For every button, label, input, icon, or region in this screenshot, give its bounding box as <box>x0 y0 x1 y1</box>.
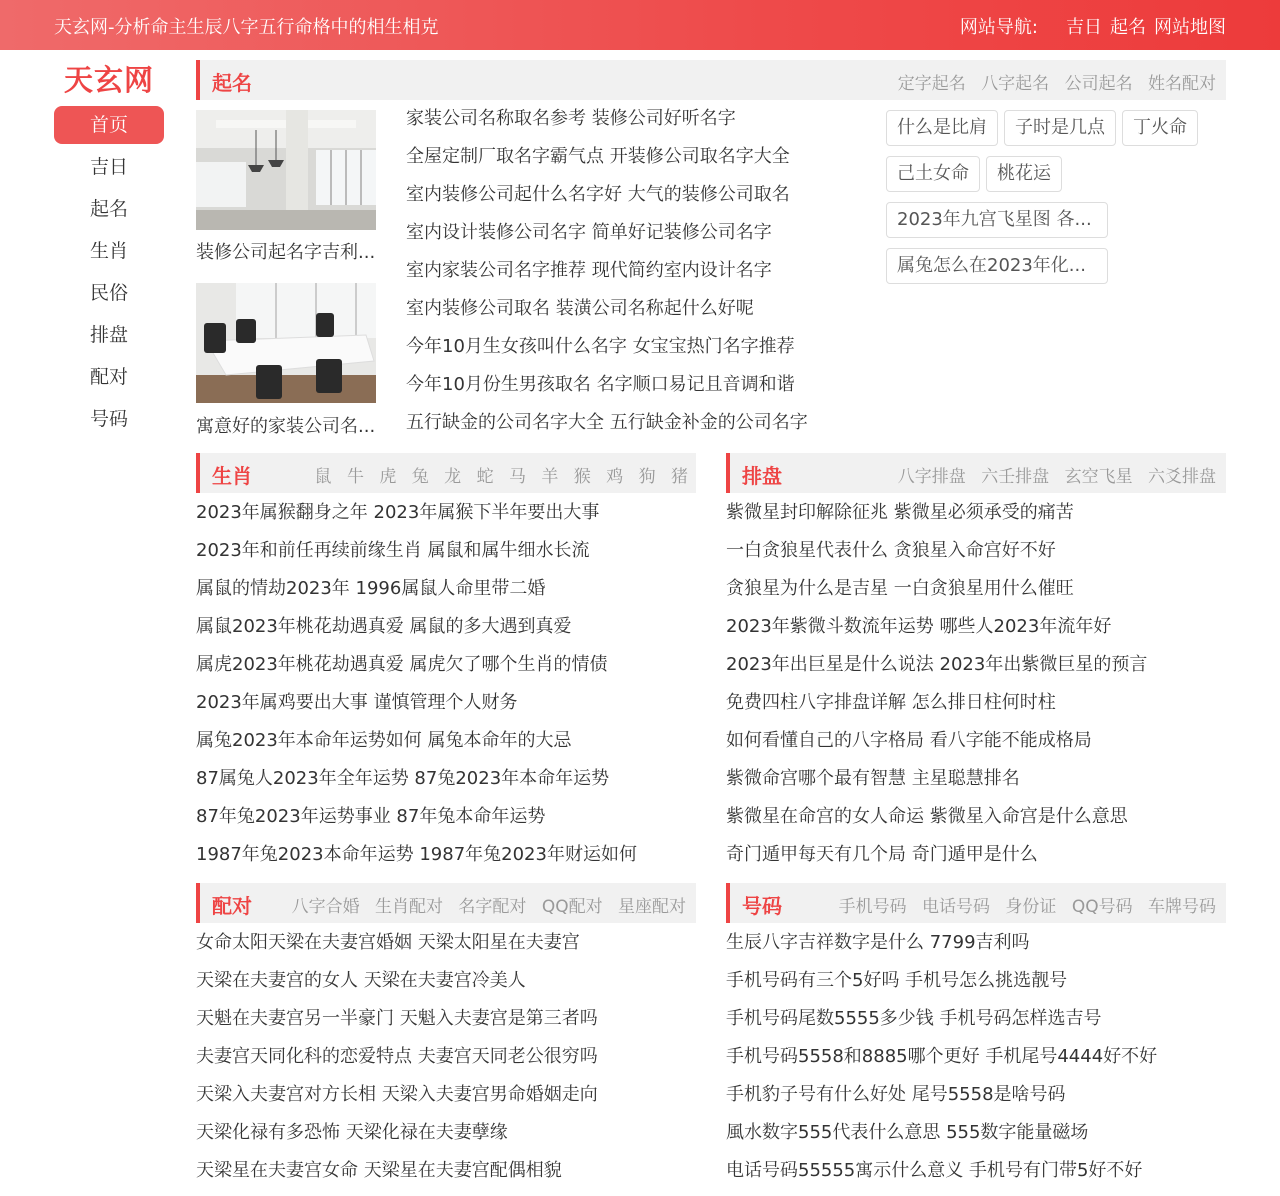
sidebar <box>54 58 164 438</box>
section-link[interactable]: 鼠 <box>314 467 332 487</box>
list-item[interactable]: 全屋定制厂取名字霸气点 开装修公司取名字大全 <box>406 146 790 167</box>
section-link[interactable]: 六壬排盘 <box>981 467 1050 487</box>
section-link[interactable]: 手机号码 <box>838 897 907 917</box>
list-item[interactable]: 2023年紫微斗数流年运势 哪些人2023年流年好 <box>726 616 1112 637</box>
list-item[interactable]: 天魁在夫妻宫另一半豪门 天魁入夫妻宫是第三者吗 <box>196 1008 598 1029</box>
site-logo[interactable]: 天玄网 <box>63 63 154 97</box>
list-item[interactable]: 2023年和前任再续前缘生肖 属鼠和属牛细水长流 <box>196 540 590 561</box>
thumbnail-caption[interactable]: 装修公司起名字吉利... <box>196 242 376 263</box>
section-link[interactable]: 猪 <box>671 467 688 487</box>
list-item[interactable]: 紫微星封印解除征兆 紫微星必须承受的痛苦 <box>726 502 1074 523</box>
section-links <box>282 892 686 917</box>
section-links <box>888 69 1216 94</box>
sidebar-item-peidui[interactable]: 配对 <box>89 366 128 388</box>
tag[interactable]: 己土女命 <box>886 156 980 192</box>
tag[interactable]: 2023年九宫飞星图 各... <box>886 202 1108 238</box>
sidebar-item-shengxiao[interactable]: 生肖 <box>89 240 128 262</box>
section-link[interactable]: 星座配对 <box>618 897 686 917</box>
list-item[interactable]: 風水数字555代表什么意思 555数字能量磁场 <box>726 1122 1089 1143</box>
list-item[interactable]: 手机号码5558和8885哪个更好 手机尾号4444好不好 <box>726 1046 1158 1067</box>
list-item[interactable]: 属虎2023年桃花劫遇真爱 属虎欠了哪个生肖的情债 <box>196 654 608 675</box>
section-link[interactable]: QQ号码 <box>1071 897 1133 917</box>
list-item[interactable]: 室内家装公司名字推荐 现代简约室内设计名字 <box>406 260 772 281</box>
section-link[interactable]: 马 <box>508 467 526 487</box>
section-link[interactable]: 八字合婚 <box>291 897 360 917</box>
sidebar-menu <box>54 106 164 438</box>
nav-link-qiming[interactable]: 起名 <box>1110 17 1146 38</box>
list-item[interactable]: 手机号码尾数5555多少钱 手机号码怎样选吉号 <box>726 1008 1102 1029</box>
section-link[interactable]: 鸡 <box>606 467 624 487</box>
section-header-naming <box>196 60 1226 100</box>
top-nav <box>960 13 1226 39</box>
list-item[interactable]: 87属兔人2023年全年运势 87兔2023年本命年运势 <box>196 768 610 789</box>
list-item[interactable]: 属鼠2023年桃花劫遇真爱 属鼠的多大遇到真爱 <box>196 616 572 637</box>
list-item[interactable]: 如何看懂自己的八字格局 看八字能不能成格局 <box>726 730 1092 751</box>
tag[interactable]: 什么是比肩 <box>886 110 998 146</box>
list-item[interactable]: 87年兔2023年运势事业 87年兔本命年运势 <box>196 806 546 827</box>
paipan-article-list <box>726 500 1226 880</box>
nav-link-sitemap[interactable]: 网站地图 <box>1154 17 1226 38</box>
pairing-article-list <box>196 930 696 1181</box>
section-links <box>305 462 688 487</box>
section-link[interactable]: 猴 <box>573 467 591 487</box>
tag[interactable]: 丁火命 <box>1122 110 1198 146</box>
section-title[interactable]: 排盘 <box>742 464 782 488</box>
list-item[interactable]: 手机号码有三个5好吗 手机号怎么挑选靓号 <box>726 970 1068 991</box>
list-item[interactable]: 天梁入夫妻宫对方长相 天梁入夫妻宫男命婚姻走向 <box>196 1084 598 1105</box>
list-item[interactable]: 属鼠的情劫2023年 1996属鼠人命里带二婚 <box>196 578 546 599</box>
section-link[interactable]: 玄空飞星 <box>1064 467 1133 487</box>
section-link[interactable]: 名字配对 <box>458 897 527 917</box>
sidebar-item-qiming[interactable]: 起名 <box>89 198 128 220</box>
office-photo-thumbnail[interactable] <box>196 110 376 230</box>
list-item[interactable]: 紫微星在命宫的女人命运 紫微星入命宫是什么意思 <box>726 806 1128 827</box>
section-link[interactable]: 虎 <box>379 467 397 487</box>
list-item[interactable]: 2023年属猴翻身之年 2023年属猴下半年要出大事 <box>196 502 600 523</box>
list-item[interactable]: 2023年出巨星是什么说法 2023年出紫微巨星的预言 <box>726 654 1148 675</box>
section-link[interactable]: 身份证 <box>1005 897 1057 917</box>
meeting-room-thumbnail[interactable] <box>196 283 376 403</box>
section-header-numbers <box>726 883 1226 923</box>
section-link[interactable]: 狗 <box>638 467 656 487</box>
section-header-pairing <box>196 883 696 923</box>
section-link[interactable]: 姓名配对 <box>1148 74 1216 94</box>
section-link[interactable]: 六爻排盘 <box>1148 467 1216 487</box>
list-item[interactable]: 天梁在夫妻宫的女人 天梁在夫妻宫冷美人 <box>196 970 526 991</box>
list-item[interactable]: 免费四柱八字排盘详解 怎么排日柱何时柱 <box>726 692 1056 713</box>
section-link[interactable]: 生肖配对 <box>375 897 444 917</box>
list-item[interactable]: 五行缺金的公司名字大全 五行缺金补金的公司名字 <box>406 412 808 433</box>
section-title[interactable]: 起名 <box>212 71 252 95</box>
list-item[interactable]: 贪狼星为什么是吉星 一白贪狼星用什么催旺 <box>726 578 1074 599</box>
site-title: 天玄网-分析命主生辰八字五行命格中的相生相克 <box>54 17 439 38</box>
list-item[interactable]: 1987年兔2023本命年运势 1987年兔2023年财运如何 <box>196 844 637 865</box>
hot-tags <box>886 110 1226 294</box>
section-link[interactable]: 电话号码 <box>922 897 991 917</box>
section-link[interactable]: 牛 <box>346 467 364 487</box>
section-link[interactable]: 龙 <box>444 467 462 487</box>
section-link[interactable]: QQ配对 <box>541 897 603 917</box>
zodiac-article-list <box>196 500 696 880</box>
list-item[interactable]: 一白贪狼星代表什么 贪狼星入命宫好不好 <box>726 540 1056 561</box>
section-title[interactable]: 配对 <box>212 894 252 918</box>
section-links <box>829 892 1216 917</box>
section-title[interactable]: 号码 <box>742 894 782 918</box>
office-photo-image <box>196 110 376 230</box>
list-item[interactable]: 今年10月份生男孩取名 名字顺口易记且音调和谐 <box>406 374 795 395</box>
section-title[interactable]: 生肖 <box>212 464 252 488</box>
list-item[interactable]: 室内设计装修公司名字 简单好记装修公司名字 <box>406 222 772 243</box>
list-item[interactable]: 女命太阳天梁在夫妻宫婚姻 天梁太阳星在夫妻宫 <box>196 932 580 953</box>
list-item[interactable]: 今年10月生女孩叫什么名字 女宝宝热门名字推荐 <box>406 336 795 357</box>
sidebar-item-haoma[interactable]: 号码 <box>89 408 128 430</box>
top-header-bar <box>0 0 1280 50</box>
list-item[interactable]: 天梁星在夫妻宫女命 天梁星在夫妻宫配偶相貌 <box>196 1160 562 1181</box>
list-item[interactable]: 室内装修公司起什么名字好 大气的装修公司取名 <box>406 184 790 205</box>
section-link[interactable]: 定字起名 <box>897 74 966 94</box>
list-item[interactable]: 夫妻宫天同化科的恋爱特点 夫妻宫天同老公很穷吗 <box>196 1046 598 1067</box>
list-item[interactable]: 电话号码55555寓示什么意义 手机号有门带5好不好 <box>726 1160 1143 1181</box>
section-link[interactable]: 兔 <box>411 467 429 487</box>
list-item[interactable]: 紫微命宫哪个最有智慧 主星聪慧排名 <box>726 768 1020 789</box>
nav-link-jiri[interactable]: 吉日 <box>1066 17 1102 38</box>
tag[interactable]: 桃花运 <box>986 156 1062 192</box>
list-item[interactable]: 家装公司名称取名参考 装修公司好听名字 <box>406 108 736 129</box>
section-link[interactable]: 八字起名 <box>981 74 1050 94</box>
list-item[interactable]: 生辰八字吉祥数字是什么 7799吉利吗 <box>726 932 1030 953</box>
section-header-paipan <box>726 453 1226 493</box>
section-links <box>888 462 1216 487</box>
section-link[interactable]: 羊 <box>541 467 559 487</box>
sidebar-item-jiri[interactable]: 吉日 <box>89 156 128 178</box>
tag[interactable]: 属兔怎么在2023年化... <box>886 248 1108 284</box>
list-item[interactable]: 室内装修公司取名 装潢公司名称起什么好呢 <box>406 298 754 319</box>
section-link[interactable]: 蛇 <box>476 467 494 487</box>
section-link[interactable]: 八字排盘 <box>897 467 966 487</box>
sidebar-item-minsu[interactable]: 民俗 <box>89 282 128 304</box>
thumbnail-caption[interactable]: 寓意好的家装公司名... <box>196 416 376 437</box>
section-link[interactable]: 车牌号码 <box>1148 897 1216 917</box>
list-item[interactable]: 属兔2023年本命年运势如何 属兔本命年的大忌 <box>196 730 572 751</box>
list-item[interactable]: 奇门遁甲每天有几个局 奇门遁甲是什么 <box>726 844 1038 865</box>
numbers-article-list <box>726 930 1226 1181</box>
list-item[interactable]: 2023年属鸡要出大事 谨慎管理个人财务 <box>196 692 518 713</box>
meeting-room-image <box>196 283 376 403</box>
nav-label: 网站导航: <box>959 17 1038 38</box>
sidebar-item-paipan[interactable]: 排盘 <box>89 324 128 346</box>
naming-article-list <box>406 106 866 448</box>
section-link[interactable]: 公司起名 <box>1064 74 1133 94</box>
list-item[interactable]: 手机豹子号有什么好处 尾号5558是啥号码 <box>726 1084 1066 1105</box>
list-item[interactable]: 天梁化禄有多恐怖 天梁化禄在夫妻孽缘 <box>196 1122 508 1143</box>
tag[interactable]: 子时是几点 <box>1004 110 1116 146</box>
section-header-zodiac <box>196 453 696 493</box>
sidebar-item-home[interactable]: 首页 <box>54 106 164 144</box>
